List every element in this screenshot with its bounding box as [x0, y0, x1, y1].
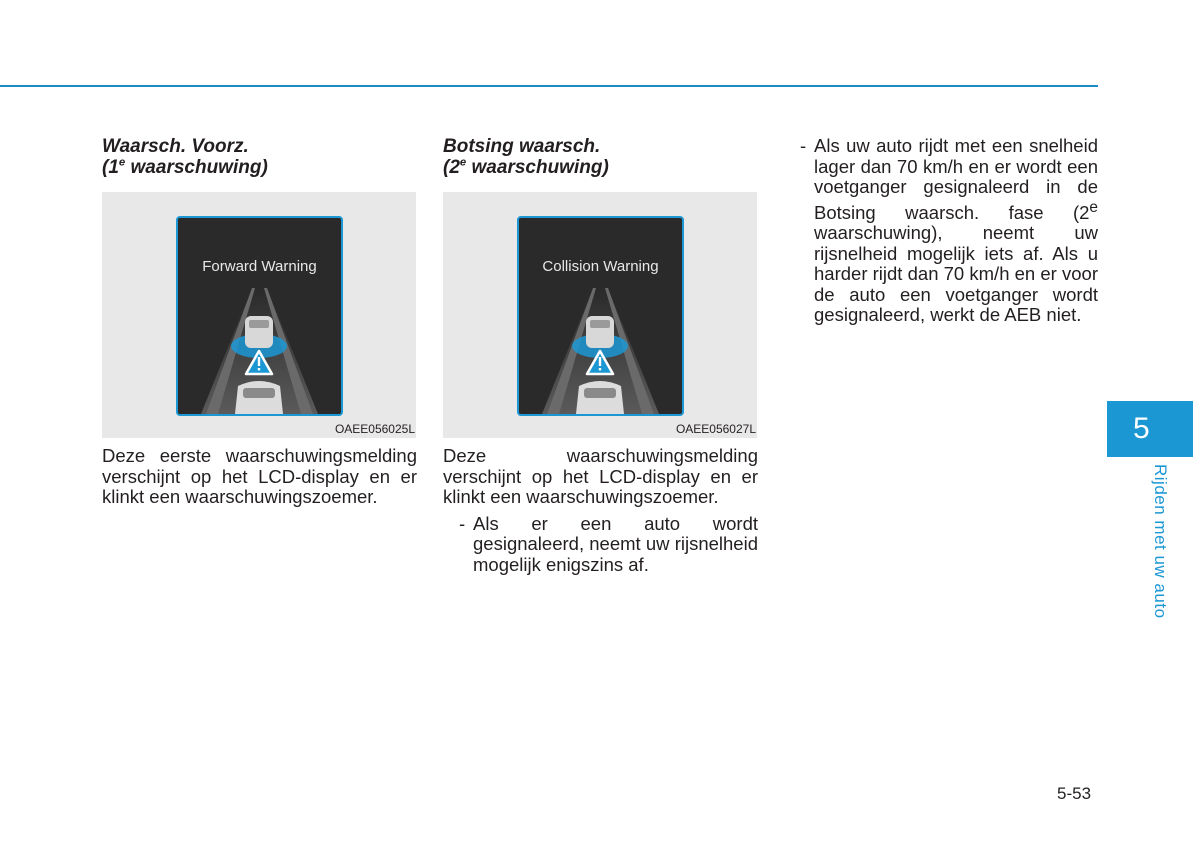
road-illustration [519, 218, 682, 414]
bullet-item [800, 136, 1098, 326]
screen-message: Forward Warning [202, 258, 317, 275]
figure-code: OAEE056025L [334, 422, 415, 436]
heading-line-1: Waarsch. Voorz. [102, 136, 249, 157]
figure-code: OAEE056027L [675, 422, 756, 436]
chapter-title: Rijden met uw auto [1151, 464, 1170, 619]
figure-forward-warning [102, 192, 416, 438]
bullet-dash: - [800, 135, 807, 156]
bullet-text [814, 136, 1098, 326]
screen-message: Collision Warning [542, 258, 659, 275]
heading-line-2-pre: (1 [102, 157, 119, 178]
bullet-item [443, 514, 758, 576]
heading-line-2-post: waarschuwing) [466, 157, 609, 178]
body-text: Deze waarschuwingsmelding verschijnt op het LCD-display en er klinkt een waarschuwingszoemer. [443, 445, 758, 507]
heading-superscript: e [118, 156, 126, 169]
column-forward-warning [102, 136, 417, 508]
chapter-number: 5 [1133, 412, 1150, 445]
lcd-display [517, 216, 684, 416]
figure-collision-warning [443, 192, 757, 438]
lcd-display [176, 216, 343, 416]
page-number: 5-53 [1057, 784, 1092, 803]
bullet-text: Als er een auto wordt gesignaleerd, neemt uw rijsnelheid mogelijk enigszins af. [473, 512, 758, 575]
road-illustration [178, 218, 341, 414]
heading-line-2-post: waarschuwing) [125, 157, 268, 178]
column-pedestrian-note [800, 136, 1098, 326]
heading-line-2-pre: (2 [443, 157, 460, 178]
chapter-tab [1107, 401, 1193, 457]
heading-superscript: e [459, 156, 467, 169]
column-collision-warning [443, 136, 758, 575]
bullet-superscript: e [1089, 198, 1098, 216]
section-heading [102, 136, 417, 178]
bullet-text-post: waarschuwing), neemt uw rijsnelheid mogelijk iets af. Als u harder rijdt dan 70 km/h en er voor de auto een voetganger wordt gesignaleerd, werkt de AEB niet. [814, 222, 1098, 326]
bullet-dash: - [459, 512, 466, 534]
section-heading [443, 136, 758, 178]
header-rule [0, 85, 1098, 87]
body-text: Deze eerste waarschuwingsmelding verschijnt op het LCD-display en er klinkt een waarschuwingszoemer. [102, 445, 417, 507]
bullet-text-pre: Als uw auto rijdt met een snelheid lager dan 70 km/h en er wordt een voetganger gesignaleerd in de Botsing waarsch. fase (2 [814, 135, 1098, 223]
heading-line-1: Botsing waarsch. [443, 136, 601, 157]
